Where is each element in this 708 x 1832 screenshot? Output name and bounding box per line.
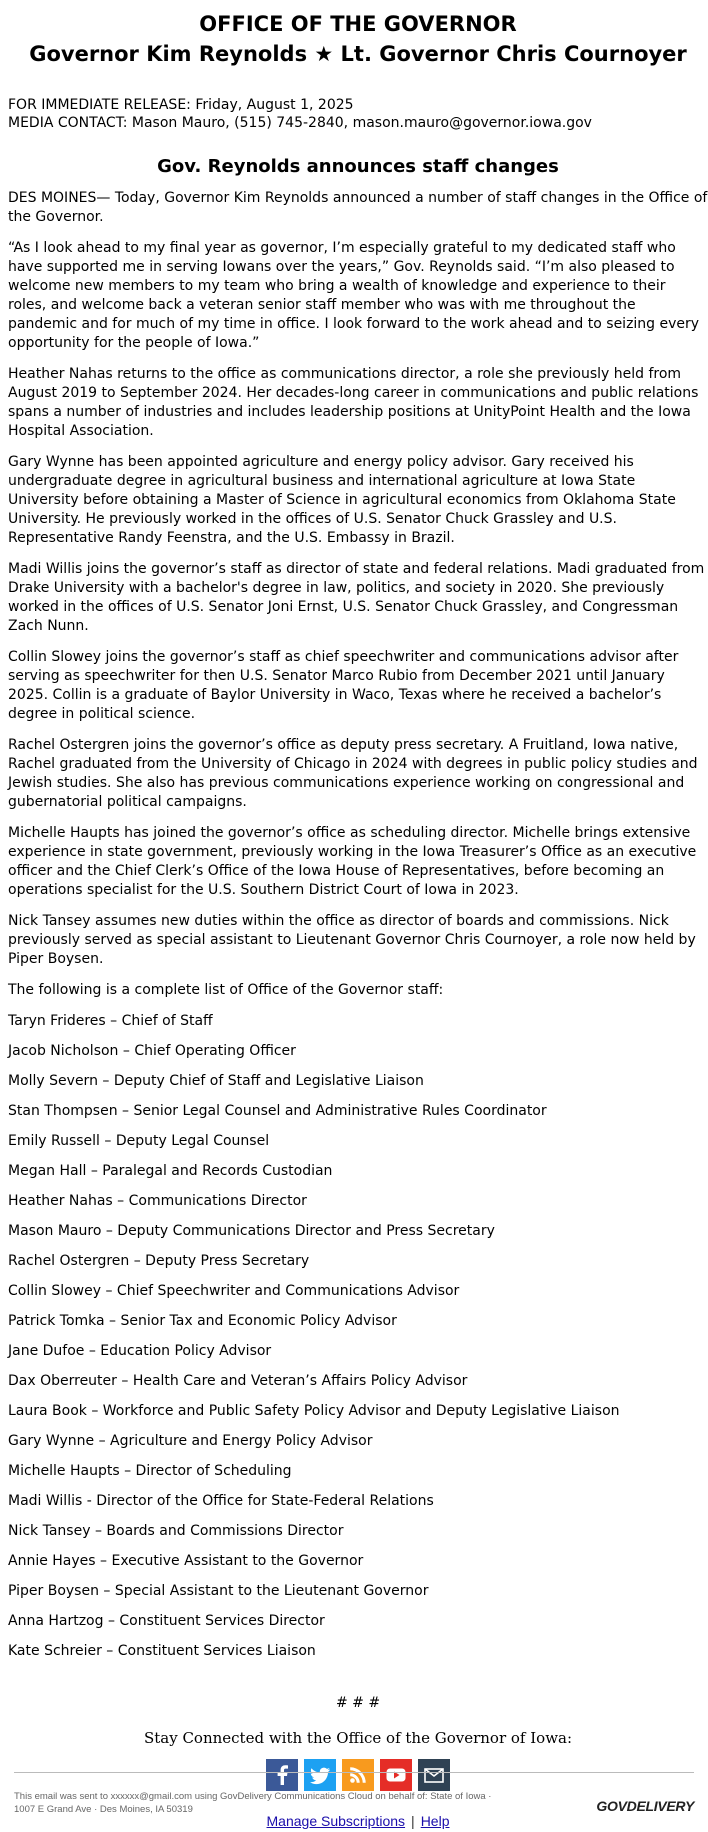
youtube-icon[interactable] — [380, 1759, 412, 1791]
paragraph: Nick Tansey assumes new duties within the office as director of boards and commissions. Nick previously served as special assistant to Lieutenant Governor Chris Cournoyer, a role now held by Piper Boysen. — [8, 913, 696, 967]
paragraph: Rachel Ostergren joins the governor’s office as deputy press secretary. A Fruitland, Iowa native, Rachel graduated from the University of Chicago in 2024 with degrees in public policy studies and Jewish studies. She also has previous communications experience working on congressional and gubernatorial political campaigns. — [8, 737, 698, 810]
officials-line: Governor Kim Reynolds ★ Lt. Governor Chris Cournoyer — [29, 42, 687, 66]
brand-text: GOVDELIVERY — [596, 1798, 694, 1814]
paragraph: Heather Nahas returns to the office as communications director, a role she previously held from August 2019 to September 2024. Her decades-long career in communications and public relations spans a number of industries and includes leadership positions at UnityPoint Health and the Iowa Hospital Association. — [8, 366, 699, 439]
stay-connected-text: Stay Connected with the Office of the Governor of Iowa: — [143, 1729, 573, 1747]
paragraph: The following is a complete list of Office of the Governor staff: — [8, 982, 444, 998]
staff-item: Michelle Haupts – Director of Scheduling — [8, 1463, 292, 1479]
manage-subscriptions-link[interactable]: Manage Subscriptions — [266, 1813, 406, 1829]
paragraph: “As I look ahead to my final year as governor, I’m especially grateful to my dedicated staff who have supported me in serving Iowans over the years,” Gov. Reynolds said. “I’m also pleased to welcome new members to my team who bring a wealth of knowledge and experience to their roles, and welcome back a veteran senior staff member who was with me throughout the pandemic and for much of my time in office. I look forward to the work ahead and to seizing every opportunity for the people of Iowa.” — [8, 240, 700, 351]
end-mark: # # # — [335, 1695, 381, 1711]
footer-text: This email was sent to xxxxxx@gmail.com using GovDelivery Communications Cloud on behalf of: State of Iowa · 1007 E Grand Ave · Des Moines, IA 50319 — [14, 1791, 492, 1815]
body-text — [8, 189, 708, 1000]
staff-item: Kate Schreier – Constituent Services Liaison — [8, 1643, 316, 1659]
govdelivery-logo[interactable] — [596, 1798, 694, 1814]
social-links — [8, 1759, 708, 1791]
rss-icon[interactable] — [342, 1759, 374, 1791]
staff-item: Mason Mauro – Deputy Communications Director and Press Secretary — [8, 1223, 495, 1239]
link-separator: | — [411, 1813, 415, 1829]
media-contact: MEDIA CONTACT: Mason Mauro, (515) 745-2840, mason.mauro@governor.iowa.gov — [8, 115, 592, 131]
facebook-icon[interactable] — [266, 1759, 298, 1791]
staff-item: Taryn Frideres – Chief of Staff — [8, 1013, 213, 1029]
footer-divider — [14, 1772, 694, 1773]
help-link[interactable]: Help — [420, 1813, 450, 1829]
staff-item: Piper Boysen – Special Assistant to the Lieutenant Governor — [8, 1583, 429, 1599]
staff-item: Gary Wynne – Agriculture and Energy Policy Advisor — [8, 1433, 373, 1449]
headline: Gov. Reynolds announces staff changes — [157, 156, 559, 177]
staff-item: Patrick Tomka – Senior Tax and Economic Policy Advisor — [8, 1313, 397, 1329]
staff-item: Molly Severn – Deputy Chief of Staff and Legislative Liaison — [8, 1073, 424, 1089]
office-title: OFFICE OF THE GOVERNOR — [199, 12, 517, 36]
twitter-icon[interactable] — [304, 1759, 336, 1791]
release-meta — [8, 96, 708, 132]
staff-item: Nick Tansey – Boards and Commissions Director — [8, 1523, 344, 1539]
email-icon[interactable] — [418, 1759, 450, 1791]
paragraph: Gary Wynne has been appointed agriculture and energy policy advisor. Gary received his undergraduate degree in agricultural business and international agriculture at Iowa State University before obtaining a Master of Science in agricultural economics from Oklahoma State University. He previously worked in the offices of U.S. Senator Chuck Grassley and U.S. Representative Randy Feenstra, and the U.S. Embassy in Brazil. — [8, 454, 676, 546]
paragraph: DES MOINES— Today, Governor Kim Reynolds announced a number of staff changes in the Office of the Governor. — [8, 190, 708, 225]
staff-item: Laura Book – Workforce and Public Safety Policy Advisor and Deputy Legislative Liaison — [8, 1403, 620, 1419]
release-date: FOR IMMEDIATE RELEASE: Friday, August 1, 2025 — [8, 97, 354, 113]
staff-item: Madi Willis - Director of the Office for State-Federal Relations — [8, 1493, 434, 1509]
staff-item: Rachel Ostergren – Deputy Press Secretary — [8, 1253, 310, 1269]
press-release — [8, 10, 708, 1829]
staff-item: Annie Hayes – Executive Assistant to the Governor — [8, 1553, 364, 1569]
paragraph: Michelle Haupts has joined the governor’s office as scheduling director. Michelle brings extensive experience in state government, previously working in the Iowa Treasurer’s Office as an executive officer and the Chief Clerk’s Office of the Iowa House of Representatives, before becoming an operations specialist for the U.S. Southern District Court of Iowa in 2023. — [8, 825, 697, 898]
paragraph: Collin Slowey joins the governor’s staff as chief speechwriter and communications advisor after serving as speechwriter for then U.S. Senator Marco Rubio from December 2021 until January 2025. Collin is a graduate of Baylor University in Waco, Texas where he received a bachelor’s degree in political science. — [8, 649, 679, 722]
staff-item: Jane Dufoe – Education Policy Advisor — [8, 1343, 272, 1359]
staff-item: Jacob Nicholson – Chief Operating Officer — [8, 1043, 296, 1059]
staff-list — [8, 1012, 708, 1661]
staff-item: Dax Oberreuter – Health Care and Veteran’s Affairs Policy Advisor — [8, 1373, 468, 1389]
staff-item: Emily Russell – Deputy Legal Counsel — [8, 1133, 270, 1149]
staff-item: Anna Hartzog – Constituent Services Director — [8, 1613, 325, 1629]
paragraph: Madi Willis joins the governor’s staff as director of state and federal relations. Madi graduated from Drake University with a bachelor's degree in law, politics, and society in 2020. She previously worked in the offices of U.S. Senator Joni Ernst, U.S. Senator Chuck Grassley, and Congressman Zach Nunn. — [8, 561, 705, 634]
staff-item: Collin Slowey – Chief Speechwriter and Communications Advisor — [8, 1283, 460, 1299]
staff-item: Stan Thompsen – Senior Legal Counsel and Administrative Rules Coordinator — [8, 1103, 547, 1119]
staff-item: Megan Hall – Paralegal and Records Custodian — [8, 1163, 333, 1179]
staff-item: Heather Nahas – Communications Director — [8, 1193, 307, 1209]
